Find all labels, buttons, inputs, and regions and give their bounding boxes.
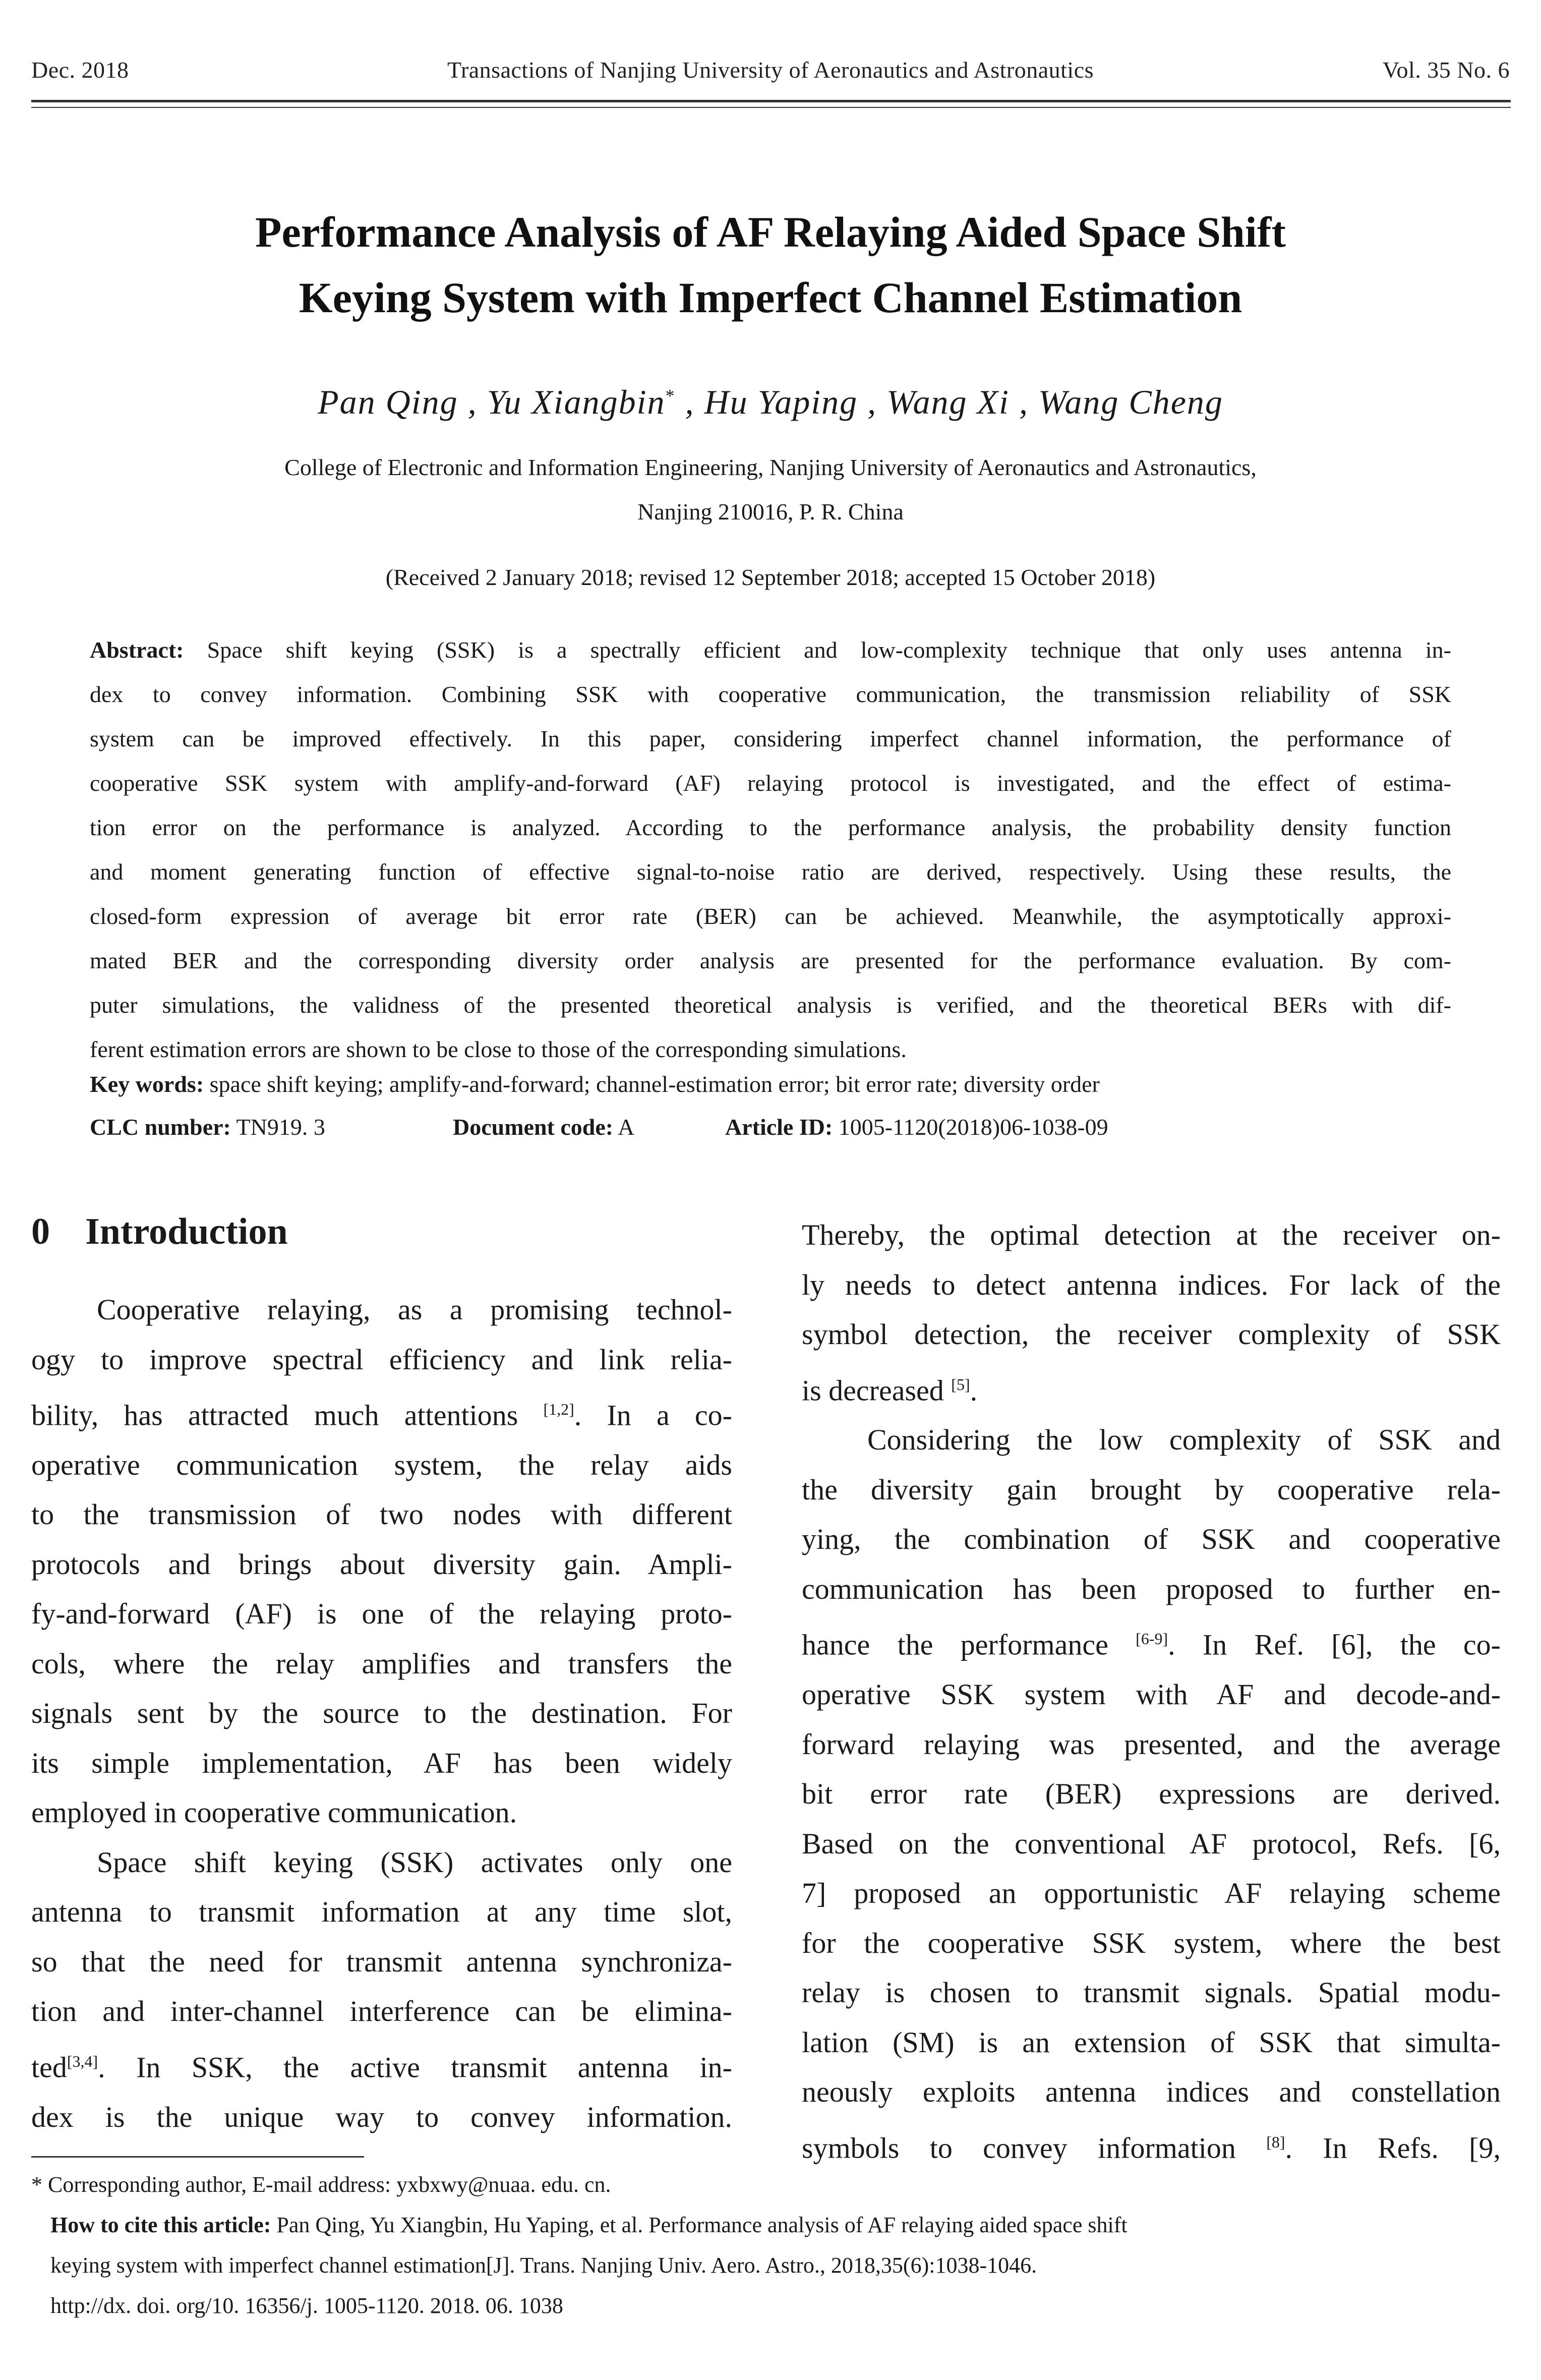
author-5: Wang Cheng bbox=[1038, 383, 1223, 421]
clc-number bbox=[90, 1114, 325, 1140]
text-line: signals sent by the source to the destination. For bbox=[31, 1697, 732, 1730]
abstract-line: mated BER and the corresponding diversity order analysis are presented for the performance evaluation. By com- bbox=[90, 948, 1451, 973]
text-line: ogy to improve spectral efficiency and link relia- bbox=[31, 1343, 732, 1376]
citation: [1,2] bbox=[543, 1400, 574, 1418]
text-line: Based on the conventional AF protocol, Refs. [6, bbox=[802, 1827, 1501, 1860]
body-column-right bbox=[802, 1210, 1501, 2173]
text-line: cols, where the relay amplifies and transfers the bbox=[31, 1647, 732, 1680]
text-line: for the cooperative SSK system, where the best bbox=[802, 1926, 1501, 1959]
paragraph bbox=[31, 1285, 732, 1838]
paragraph bbox=[31, 1838, 732, 2142]
text-line: fy-and-forward (AF) is one of the relaying proto- bbox=[31, 1597, 732, 1631]
header-rule-thin bbox=[31, 107, 1511, 108]
text-line: Considering the low complexity of SSK and bbox=[867, 1423, 1501, 1457]
header-date: Dec. 2018 bbox=[31, 57, 129, 83]
text-line: symbol detection, the receiver complexity of SSK bbox=[802, 1318, 1501, 1351]
text-line: Space shift keying (SSK) activates only one bbox=[97, 1845, 732, 1879]
article-id bbox=[725, 1114, 1108, 1140]
affiliation-line-1: College of Electronic and Information Engineering, Nanjing University of Aeronautics and Astronautics, bbox=[284, 454, 1257, 480]
footnote-rule bbox=[31, 2156, 364, 2158]
citation: [3,4] bbox=[67, 2052, 98, 2070]
text-line: hance the performance [6-9]. In Ref. [6], the co- bbox=[802, 1628, 1501, 1661]
abstract-line: and moment generating function of effective signal-to-noise ratio are derived, respectively. Using these results, the bbox=[90, 859, 1451, 885]
cite-label: How to cite this article: bbox=[50, 2213, 271, 2237]
received-dates: (Received 2 January 2018; revised 12 September 2018; accepted 15 October 2018) bbox=[385, 564, 1156, 590]
text-line: Cooperative relaying, as a promising technol- bbox=[97, 1293, 732, 1326]
author-list bbox=[0, 382, 1541, 422]
affiliation-line-2: Nanjing 210016, P. R. China bbox=[637, 499, 904, 525]
corresponding-mark: * bbox=[665, 385, 676, 406]
text-line: antenna to transmit information at any time slot, bbox=[31, 1895, 732, 1929]
text-line: ying, the combination of SSK and cooperative bbox=[802, 1523, 1501, 1556]
keywords-label: Key words: bbox=[90, 1071, 204, 1097]
author-separator: , bbox=[675, 383, 704, 421]
doi-link[interactable]: http://dx. doi. org/10. 16356/j. 1005-1120. 2018. 06. 1038 bbox=[50, 2293, 563, 2318]
clc-value: TN919. 3 bbox=[236, 1114, 325, 1140]
abstract-line: puter simulations, the validness of the presented theoretical analysis is verified, and the theoretical BERs with dif- bbox=[90, 992, 1451, 1018]
author-3: Hu Yaping bbox=[704, 383, 858, 421]
author-separator: , bbox=[858, 383, 887, 421]
text-line: is decreased [5]. bbox=[802, 1373, 978, 1407]
header-volume: Vol. 35 No. 6 bbox=[1382, 57, 1510, 83]
author-separator: , bbox=[1009, 383, 1038, 421]
abstract-line: cooperative SSK system with amplify-and-forward (AF) relaying protocol is investigated, and the effect of estima- bbox=[90, 770, 1451, 796]
text-line: neously exploits antenna indices and constellation bbox=[802, 2075, 1501, 2109]
text-line: ly needs to detect antenna indices. For lack of the bbox=[802, 1268, 1501, 1301]
document-code-value: A bbox=[618, 1114, 635, 1140]
section-number: 0 bbox=[31, 1211, 50, 1252]
header-rule-thick bbox=[31, 100, 1511, 102]
text-line: symbols to convey information [8]. In Refs. [9, bbox=[802, 2131, 1501, 2164]
citation: [5] bbox=[951, 1375, 970, 1394]
paragraph bbox=[802, 1210, 1501, 1415]
text-line: relay is chosen to transmit signals. Spatial modu- bbox=[802, 1976, 1501, 2009]
text-line: to the transmission of two nodes with different bbox=[31, 1498, 732, 1531]
paper-title-line-2: Keying System with Imperfect Channel Estimation bbox=[299, 273, 1242, 322]
abstract bbox=[90, 628, 1451, 1072]
abstract-line: closed-form expression of average bit error rate (BER) can be achieved. Meanwhile, the asymptotically approxi- bbox=[90, 903, 1451, 929]
paragraph bbox=[802, 1415, 1501, 2173]
keywords bbox=[90, 1071, 1100, 1097]
text-line: so that the need for transmit antenna synchroniza- bbox=[31, 1945, 732, 1978]
text-line: operative communication system, the relay aids bbox=[31, 1448, 732, 1481]
body-column-left bbox=[31, 1285, 732, 2142]
citation-note-line-2: keying system with imperfect channel estimation[J]. Trans. Nanjing Univ. Aero. Astro., 2018,35(6):1038-1046. bbox=[50, 2253, 1037, 2278]
header-journal: Transactions of Nanjing University of Aeronautics and Astronautics bbox=[447, 57, 1094, 83]
section-title: Introduction bbox=[85, 1211, 288, 1252]
abstract-line: ferent estimation errors are shown to be close to those of the corresponding simulations. bbox=[90, 1036, 907, 1062]
text-line: Thereby, the optimal detection at the receiver on- bbox=[802, 1218, 1501, 1251]
article-id-value: 1005-1120(2018)06-1038-09 bbox=[838, 1114, 1108, 1140]
author-separator: , bbox=[458, 383, 487, 421]
section-heading bbox=[31, 1210, 288, 1253]
text-line: tion and inter-channel interference can be elimina- bbox=[31, 1995, 732, 2028]
text-line: lation (SM) is an extension of SSK that simulta- bbox=[802, 2025, 1501, 2059]
text-line: bility, has attracted much attentions [1,2]. In a co- bbox=[31, 1399, 732, 1432]
author-1: Pan Qing bbox=[318, 383, 458, 421]
document-code-label: Document code: bbox=[453, 1114, 614, 1140]
abstract-line: tion error on the performance is analyzed. According to the performance analysis, the probability density function bbox=[90, 815, 1451, 840]
text-line: its simple implementation, AF has been widely bbox=[31, 1746, 732, 1779]
text-line: protocols and brings about diversity gain. Ampli- bbox=[31, 1547, 732, 1581]
text-line: ted[3,4]. In SSK, the active transmit antenna in- bbox=[31, 2051, 732, 2084]
text-line: forward relaying was presented, and the average bbox=[802, 1727, 1501, 1761]
citation-note-line-1: How to cite this article: Pan Qing, Yu Xiangbin, Hu Yaping, et al. Performance analysis of AF relaying aided space shift bbox=[50, 2213, 1128, 2237]
text-line: dex is the unique way to convey information. bbox=[31, 2100, 732, 2133]
text-line: communication has been proposed to further en- bbox=[802, 1572, 1501, 1605]
clc-label: CLC number: bbox=[90, 1114, 231, 1140]
abstract-line: Abstract: Space shift keying (SSK) is a spectrally efficient and low-complexity technique that only uses antenna in- bbox=[90, 637, 1451, 663]
paper-title-line-1: Performance Analysis of AF Relaying Aided Space Shift bbox=[255, 208, 1286, 256]
text-line: operative SSK system with AF and decode-and- bbox=[802, 1678, 1501, 1711]
text-line: the diversity gain brought by cooperative rela- bbox=[802, 1473, 1501, 1506]
citation: [6-9] bbox=[1136, 1630, 1168, 1648]
corresponding-author-note: * Corresponding author, E-mail address: yxbxwy@nuaa. edu. cn. bbox=[31, 2172, 611, 2197]
text-line: employed in cooperative communication. bbox=[31, 1796, 517, 1829]
citation: [8] bbox=[1266, 2132, 1285, 2151]
article-id-label: Article ID: bbox=[725, 1114, 833, 1140]
text-line: bit error rate (BER) expressions are derived. bbox=[802, 1777, 1501, 1811]
author-2: Yu Xiangbin bbox=[487, 383, 666, 421]
author-4: Wang Xi bbox=[886, 383, 1010, 421]
abstract-line: dex to convey information. Combining SSK with cooperative communication, the transmission reliability of SSK bbox=[90, 681, 1451, 707]
text-line: 7] proposed an opportunistic AF relaying scheme bbox=[802, 1877, 1501, 1910]
keywords-value: space shift keying; amplify-and-forward; channel-estimation error; bit error rate; diversity order bbox=[209, 1071, 1100, 1097]
abstract-line: system can be improved effectively. In this paper, considering imperfect channel information, the performance of bbox=[90, 726, 1451, 751]
document-code bbox=[453, 1114, 634, 1140]
abstract-label: Abstract: bbox=[90, 637, 184, 663]
